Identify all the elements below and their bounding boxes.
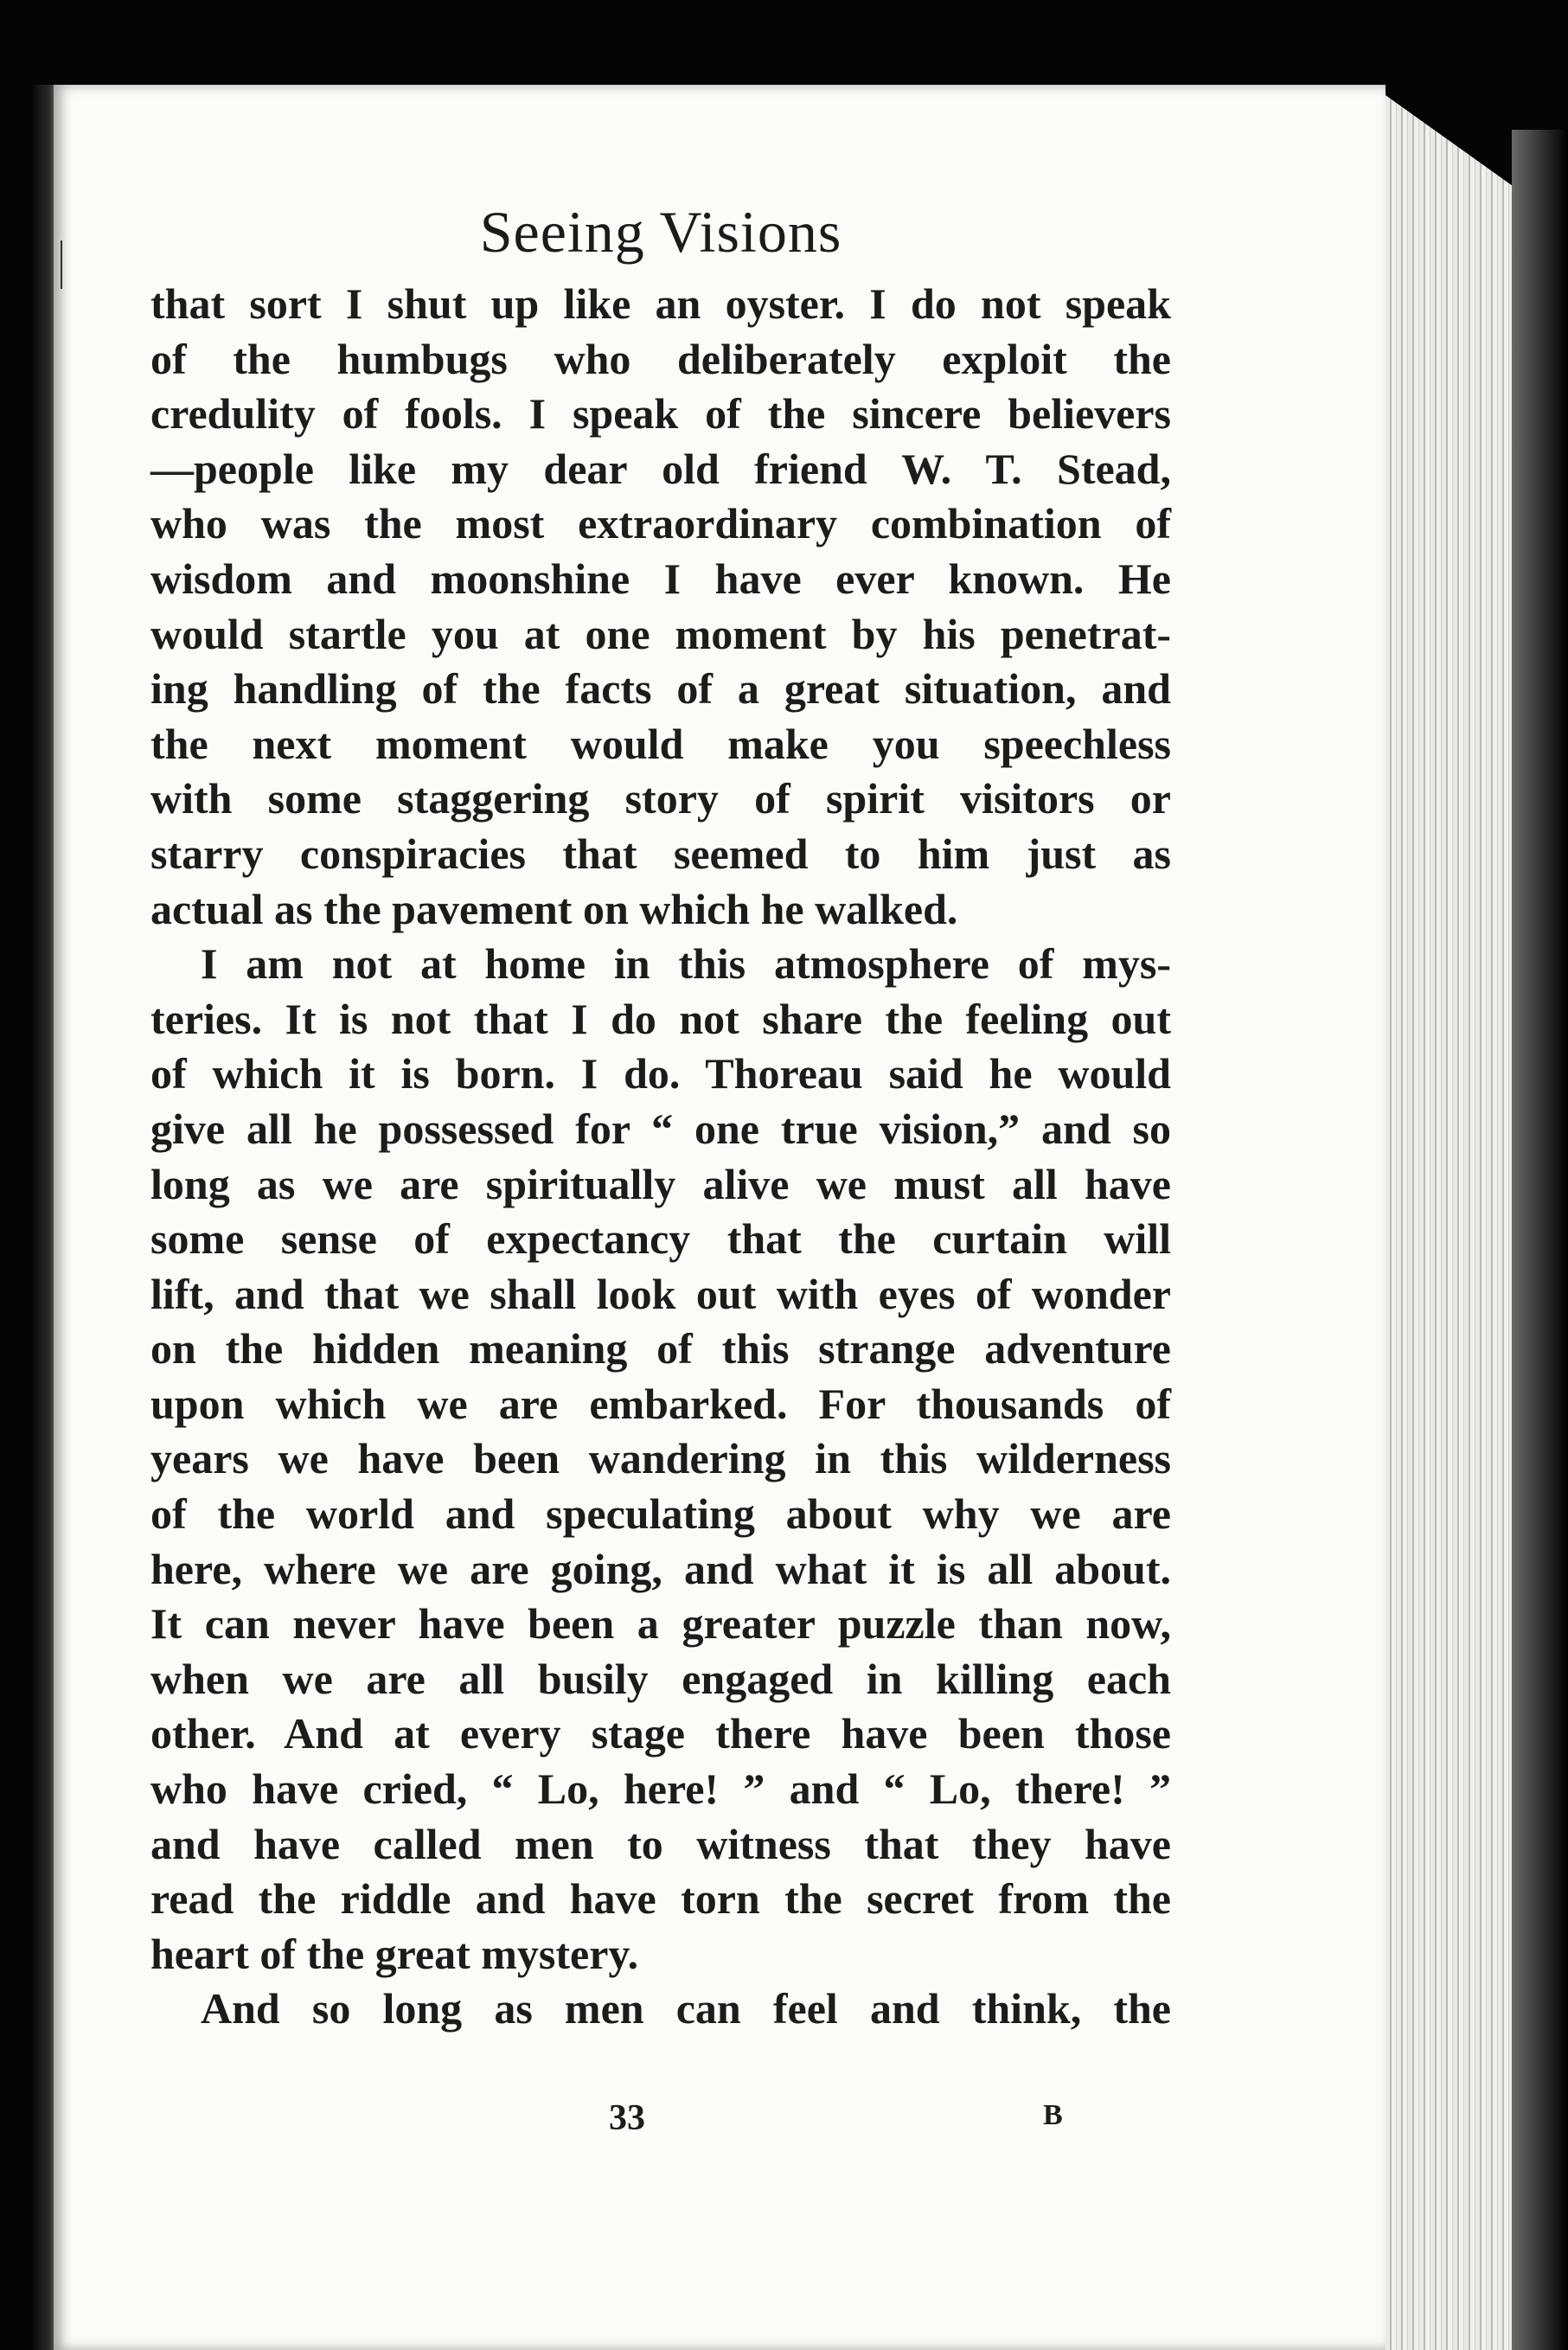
edge-shadow: [1512, 130, 1568, 2350]
text-line: on the hidden meaning of this strange adventure: [150, 1324, 1171, 1374]
text-line: who have cried, “ Lo, here! ” and “ Lo, there! ”: [150, 1764, 1171, 1814]
text-line: read the riddle and have torn the secret from the: [150, 1874, 1171, 1924]
text-line: starry conspiracies that seemed to him just as: [150, 829, 1171, 878]
book-page: [54, 85, 1386, 2350]
text-line: heart of the great mystery.: [150, 1929, 639, 1978]
text-line: here, where we are going, and what it is all about.: [150, 1544, 1171, 1593]
text-line: lift, and that we shall look out with eyes of wonder: [150, 1269, 1171, 1318]
text-line: long as we are spiritually alive we must all have: [150, 1159, 1171, 1208]
text-line: other. And at every stage there have been those: [150, 1709, 1171, 1758]
text-line: with some staggering story of spirit visitors or: [150, 774, 1171, 823]
text-line: credulity of fools. I speak of the sincere believers: [150, 389, 1171, 439]
page-edges: [1386, 95, 1512, 2350]
text-line: of the humbugs who deliberately exploit the: [150, 334, 1171, 383]
text-line: that sort I shut up like an oyster. I do not speak: [150, 279, 1171, 328]
signature-mark: B: [1043, 2099, 1063, 2131]
text-line: of which it is born. I do. Thoreau said he would: [150, 1049, 1171, 1098]
text-line: teries. It is not that I do not share the feeling out: [150, 994, 1171, 1043]
text-line: would startle you at one moment by his penetrat-: [150, 609, 1171, 658]
text-line: And so long as men can feel and think, the: [201, 1984, 1171, 2033]
text-line: wisdom and moonshine I have ever known. He: [150, 554, 1171, 603]
page-number: 33: [609, 2098, 645, 2138]
text-line: some sense of expectancy that the curtain will: [150, 1214, 1171, 1264]
text-line: ing handling of the facts of a great situation, and: [150, 664, 1171, 714]
text-line: actual as the pavement on which he walked.: [150, 884, 958, 933]
text-line: I am not at home in this atmosphere of mys-: [201, 939, 1171, 989]
text-line: who was the most extraordinary combination of: [150, 499, 1171, 548]
text-line: when we are all busily engaged in killing each: [150, 1654, 1171, 1703]
text-line: It can never have been a greater puzzle than now,: [150, 1599, 1171, 1649]
margin-mark: [61, 240, 62, 289]
text-line: give all he possessed for “ one true vision,” and so: [150, 1104, 1171, 1153]
page-footer: [150, 2097, 1171, 2149]
text-line: upon which we are embarked. For thousands of: [150, 1379, 1171, 1428]
text-line: the next moment would make you speechless: [150, 719, 1171, 768]
text-line: years we have been wandering in this wilderness: [150, 1434, 1171, 1483]
body-text: [150, 277, 1171, 2037]
text-line: and have called men to witness that they have: [150, 1819, 1171, 1868]
text-line: of the world and speculating about why we are: [150, 1489, 1171, 1539]
running-head: Seeing Visions: [479, 199, 842, 265]
text-line: —people like my dear old friend W. T. Stead,: [150, 444, 1171, 493]
